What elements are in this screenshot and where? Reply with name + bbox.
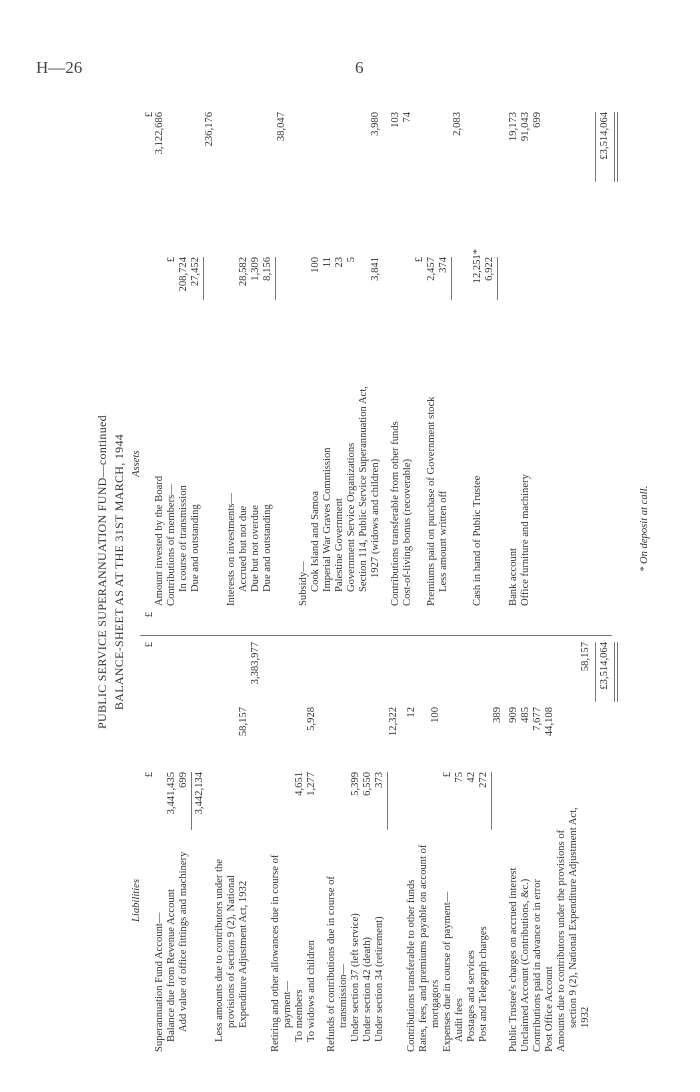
ast-total: 74 (402, 112, 413, 123)
column-divider (140, 635, 612, 636)
lia-text: Unclaimed Account (Contributions, &c.) (520, 878, 531, 1052)
ast-text: Subsidy— (298, 561, 309, 606)
lia-text: Under section 42 (death) (362, 936, 373, 1042)
ast-total: 91,043 (520, 112, 531, 142)
rule (387, 772, 388, 830)
ast-text: Due but not overdue (250, 505, 261, 592)
assets-heading: Assets (131, 450, 142, 477)
ast-amount: 208,724 (178, 257, 189, 292)
sheet-title: PUBLIC SERVICE SUPERANNUATION FUND—continued (95, 415, 109, 729)
lia-text: Add value of office fittings and machinery (178, 851, 189, 1032)
lia-text: mortgagors (430, 979, 441, 1028)
lia-text: To members (294, 989, 305, 1042)
lia-text: 1932 (580, 1006, 591, 1028)
double-rule (614, 112, 618, 182)
lia-total: 389 (492, 707, 503, 723)
lia-text: Rates, fees, and premiums payable on account of (418, 844, 429, 1052)
lia-text: Audit fees (454, 998, 465, 1042)
balance-sheet (92, 92, 672, 1052)
liabilities-heading: Liabilities (131, 879, 142, 922)
liabilities-currency-1: £ (144, 772, 155, 778)
lia-total: 7,677 (532, 707, 543, 731)
assets-currency-sub-2: £ (414, 257, 425, 263)
lia-text: Post Office Account (544, 966, 555, 1052)
rule (275, 257, 276, 300)
ast-text: Amount invested by the Board (154, 475, 165, 606)
ast-text: Bank account (508, 548, 519, 606)
ast-text: Cost-of-living bonus (recoverable) (402, 458, 413, 606)
lia-text: Contributions paid in advance or in error (532, 879, 543, 1052)
lia-text: payment— (282, 980, 293, 1028)
ast-text: Office furniture and machinery (520, 474, 531, 606)
ast-total: 38,047 (276, 112, 287, 142)
rule (451, 257, 452, 300)
lia-text: Less amounts due to contributors under the (214, 858, 225, 1042)
lia-amount: 373 (374, 772, 385, 788)
ast-amount: 1,309 (250, 257, 261, 281)
ast-text: 1927 (widows and children) (370, 458, 381, 578)
lia-total: 12,322 (388, 707, 399, 737)
lia-amount: 6,550 (362, 772, 373, 796)
ast-amount: 8,156 (262, 257, 273, 281)
ast-text: Imperial War Graves Commission (322, 447, 333, 592)
ast-amount: 12,251* (472, 249, 483, 284)
page-number: 6 (355, 58, 364, 77)
lia-text: Public Trustee's charges on accrued interest (508, 867, 519, 1052)
ast-text: In course of transmission (178, 485, 189, 592)
lia-text: Refunds of contributions due in course of (326, 876, 337, 1052)
ast-text: Cook Island and Samoa (310, 491, 321, 592)
ast-amount: 5 (346, 257, 357, 263)
ast-amount: 11 (322, 257, 333, 268)
assets-currency-left: £ (144, 612, 155, 618)
ast-amount: 2,457 (426, 257, 437, 281)
rule (203, 257, 204, 300)
rule (497, 257, 498, 300)
ast-text: Less amount written off (438, 490, 449, 592)
lia-text: Balance due from Revenue Account (166, 889, 177, 1042)
lia-text: Under section 37 (left service) (350, 913, 361, 1042)
lia-text: Post and Telegraph charges (478, 926, 489, 1042)
assets-grand-total: £3,514,064 (599, 112, 610, 160)
lia-text: Under section 34 (retirement) (374, 916, 385, 1042)
lia-total: 100 (430, 707, 441, 723)
lia-text: transmission— (338, 963, 349, 1028)
lia-total: 909 (508, 707, 519, 723)
assets-currency-sub: £ (166, 257, 177, 263)
lia-amount: 1,277 (306, 772, 317, 796)
assets-currency-right: £ (144, 112, 155, 118)
lia-text: provisions of section 9 (2), National (226, 875, 237, 1028)
rule (595, 642, 596, 702)
sheet-subtitle: BALANCE-SHEET AS AT THE 31ST MARCH, 1944 (112, 433, 126, 711)
lia-text: Expenses due in course of payment— (442, 891, 453, 1052)
lia-amount: 699 (178, 772, 189, 788)
ast-total: 3,980 (370, 112, 381, 136)
lia-amount: 272 (478, 772, 489, 788)
ast-amount: 27,452 (190, 257, 201, 287)
lia-text: Postages and services (466, 950, 477, 1042)
ast-amount: 23 (334, 257, 345, 268)
ast-total: 3,122,686 (154, 112, 165, 155)
ast-amount: 6,922 (484, 257, 495, 281)
lia-text: To widows and children (306, 940, 317, 1042)
lia-amount: 5,399 (350, 772, 361, 796)
ast-text: Due and outstanding (262, 504, 273, 592)
lia-total: 44,108 (544, 707, 555, 737)
double-rule (614, 642, 618, 702)
ast-amount: 3,841 (370, 257, 381, 281)
ast-total: 103 (390, 112, 401, 128)
lia-text: Contributions transferable to other funds (406, 879, 417, 1052)
rule (191, 772, 192, 830)
liabilities-currency-2: £ (144, 642, 155, 648)
ast-total: 699 (532, 112, 543, 128)
ast-text: Contributions transferable from other funds (390, 421, 401, 606)
lia-amount: 3,441,435 (166, 772, 177, 815)
ast-total: 2,083 (452, 112, 463, 136)
ast-text: Premiums paid on purchase of Government stock (426, 396, 437, 606)
ast-text: Interests on investments— (226, 493, 237, 606)
ast-text: Government Service Organizations (346, 442, 357, 592)
lia-text: section 9 (2), National Expenditure Adjustment Act, (568, 807, 579, 1028)
liabilities-currency-3: £ (442, 772, 453, 778)
ast-amount: 28,582 (238, 257, 249, 287)
lia-amount: 4,651 (294, 772, 305, 796)
lia-total: 12 (406, 707, 417, 718)
lia-text: Expenditure Adjustment Act, 1932 (238, 880, 249, 1028)
lia-amount: 58,157 (238, 707, 249, 737)
lia-total: 58,157 (580, 642, 591, 672)
lia-amount: 3,442,134 (194, 772, 205, 815)
rule (595, 112, 596, 182)
ast-text: Contributions of members— (166, 484, 177, 606)
rule (491, 772, 492, 830)
ast-text: Section 114, Public Service Superannuation Act, (358, 386, 369, 592)
ast-amount: 374 (438, 257, 449, 273)
ast-text: Due and outstanding (190, 504, 201, 592)
ast-text: Accrued but not due (238, 505, 249, 592)
ast-total: 236,176 (204, 112, 215, 147)
lia-text: Superannuation Fund Account— (154, 912, 165, 1052)
ast-total: 19,173 (508, 112, 519, 142)
lia-total: 5,928 (306, 707, 317, 731)
ast-text: Cash in hand of Public Trustee (472, 475, 483, 606)
liabilities-grand-total: £3,514,064 (599, 642, 610, 690)
lia-amount: 75 (454, 772, 465, 783)
page-identifier: H—26 (36, 58, 83, 77)
ast-text: Palestine Government (334, 498, 345, 592)
lia-amount: 42 (466, 772, 477, 783)
lia-total: 485 (520, 707, 531, 723)
lia-total: 3,383,977 (250, 642, 261, 685)
lia-text: Retiring and other allowances due in course of (270, 854, 281, 1052)
footnote: * On deposit at call. (639, 485, 650, 572)
lia-text: Amounts due to contributors under the provisions of (556, 829, 567, 1052)
ast-amount: 100 (310, 257, 321, 273)
